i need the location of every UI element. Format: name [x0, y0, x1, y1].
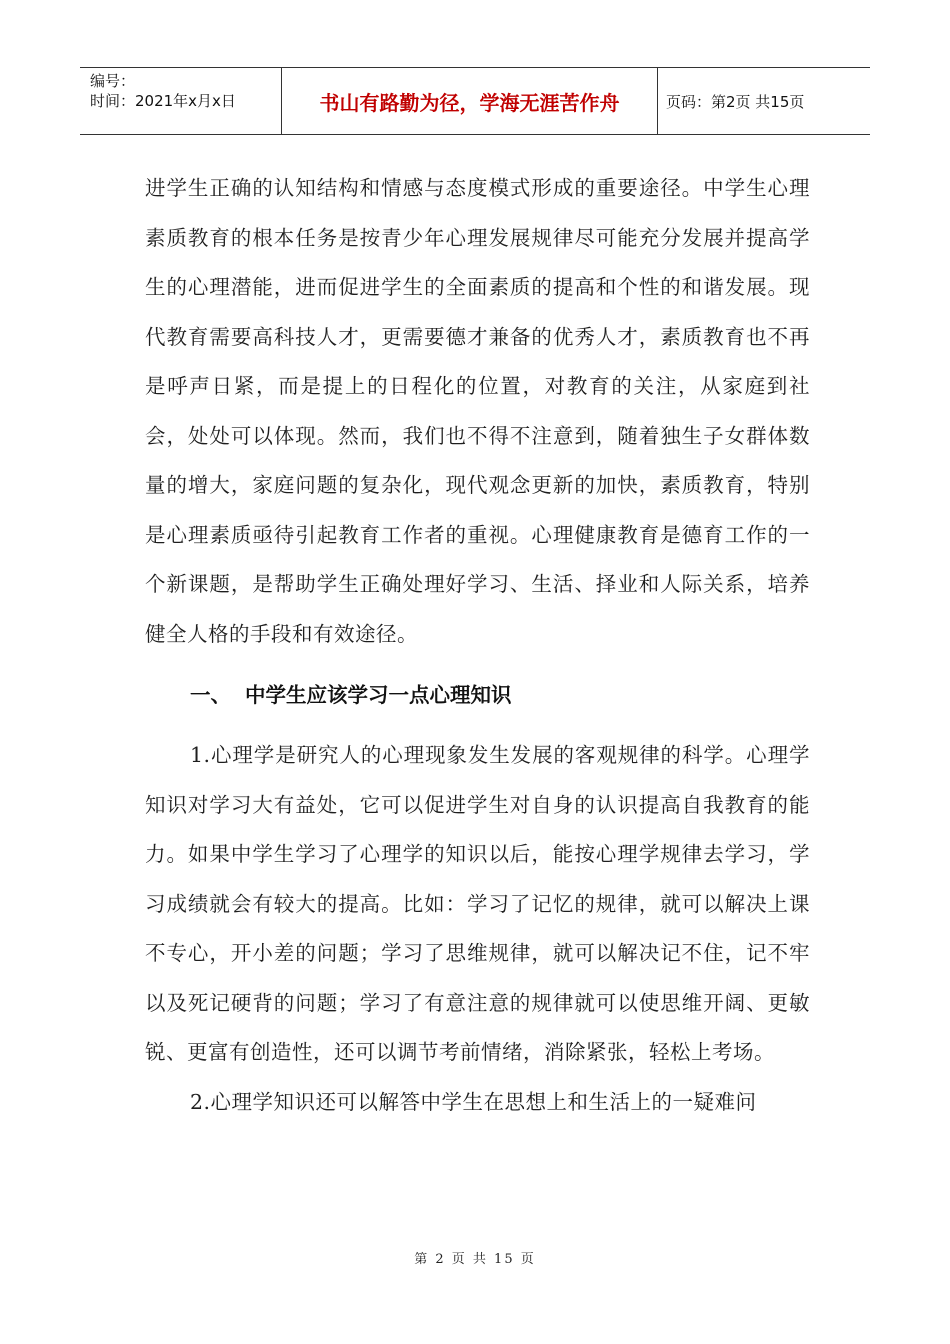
- section-number: 一、: [190, 683, 231, 707]
- section-title: 中学生应该学习一点心理知识: [245, 683, 512, 707]
- section-heading: [145, 681, 810, 709]
- body-paragraph-1: 1.心理学是研究人的心理现象发生发展的客观规律的科学。心理学知识对学习大有益处，它可以促进学生对自身的认识提高自我教育的能力。如果中学生学习了心理学的知识以后，能按心理学规律去学习，学习成绩就会有较大的提高。比如：学习了记忆的规律，就可以解决上课不专心，开小差的问题；学习了思维规律，就可以解决记不住，记不牢以及死记硬背的问题；学习了有意注意的规律就可以使思维开阔、更敏锐、更富有创造性，还可以调节考前情绪，消除紧张，轻松上考场。: [145, 743, 810, 1064]
- document-date-label: 时间：2021年x月x日: [90, 92, 236, 110]
- document-body: [145, 164, 810, 1127]
- document-header: [80, 67, 870, 135]
- header-motto: 书山有路勤为径，学海无涯苦作舟: [282, 68, 658, 134]
- header-meta-cell: [80, 68, 282, 134]
- document-code-label: 编号：: [90, 72, 136, 90]
- intro-paragraph: 进学生正确的认知结构和情感与态度模式形成的重要途径。中学生心理素质教育的根本任务是按青少年心理发展规律尽可能充分发展并提高学生的心理潜能，进而促进学生的全面素质的提高和个性的和谐发展。现代教育需要高科技人才，更需要德才兼备的优秀人才，素质教育也不再是呼声日紧，而是提上的日程化的位置，对教育的关注，从家庭到社会，处处可以体现。然而，我们也不得不注意到，随着独生子女群体数量的增大，家庭问题的复杂化，现代观念更新的加快，素质教育，特别是心理素质亟待引起教育工作者的重视。心理健康教育是德育工作的一个新课题，是帮助学生正确处理好学习、生活、择业和人际关系，培养健全人格的手段和有效途径。: [145, 176, 810, 646]
- header-page-info: 页码：第2页 共15页: [666, 92, 805, 111]
- page-footer: 第 2 页 共 15 页: [414, 1252, 536, 1267]
- body-paragraph-2: 2.心理学知识还可以解答中学生在思想上和生活上的一疑难问: [190, 1089, 757, 1114]
